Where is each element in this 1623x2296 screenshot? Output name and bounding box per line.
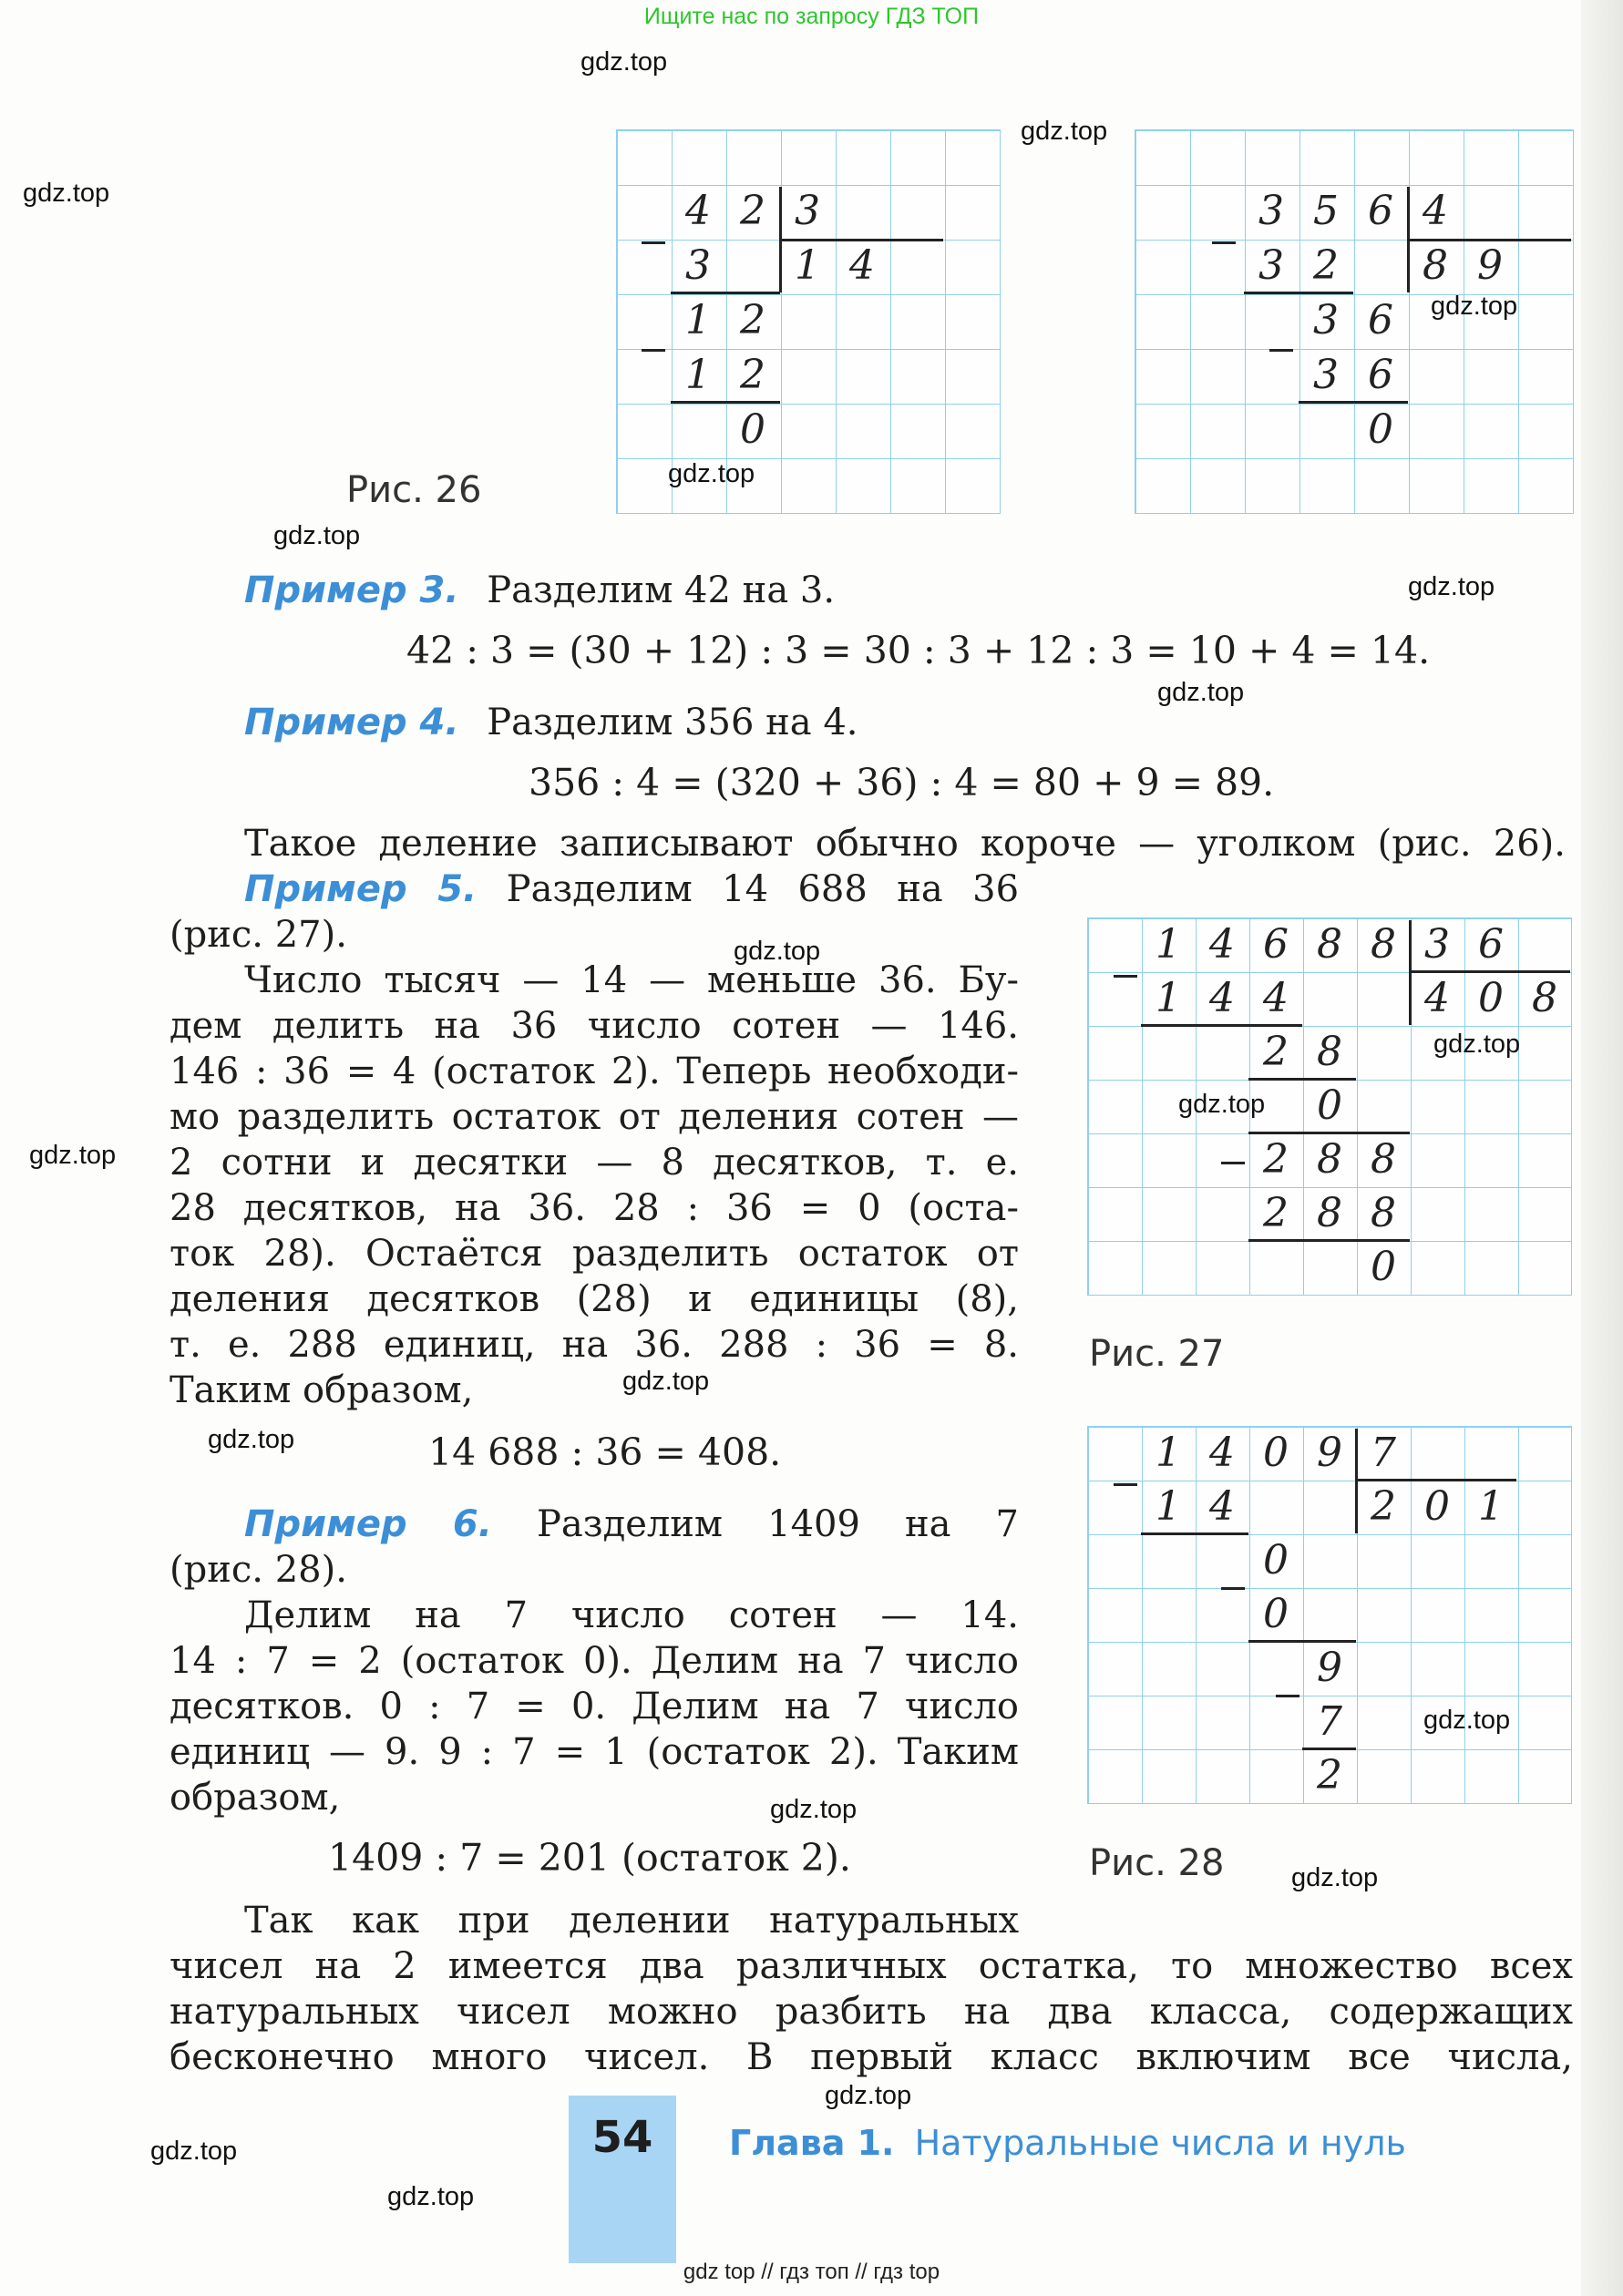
example-4-equation: 356 : 4 = (320 + 36) : 4 = 80 + 9 = 89. <box>529 761 1275 805</box>
watermark: gdz.top <box>734 937 821 966</box>
final-line: чисел на 2 имеется два различных остатка, то множество всех <box>169 1945 1573 1987</box>
digit: 2 <box>1263 1136 1289 1183</box>
example-6-text: Разделим 1409 на 7 <box>536 1503 1020 1545</box>
paragraph-corner-division: Такое деление записывают обычно короче — уголком (рис. 26). <box>244 823 1566 865</box>
minus-sign <box>1221 1162 1245 1164</box>
digit: 8 <box>1371 1190 1396 1236</box>
digit: 4 <box>1209 921 1235 968</box>
digit: 0 <box>1263 1537 1289 1584</box>
subtract-line <box>671 401 780 404</box>
watermark: gdz.top <box>668 459 755 488</box>
digit: 1 <box>1156 921 1181 968</box>
quotient-line <box>1409 970 1570 973</box>
watermark: gdz.top <box>622 1367 710 1396</box>
digit: 1 <box>1156 1430 1181 1476</box>
bottom-banner[interactable]: gdz top // гдз топ // гдз top <box>683 2260 940 2284</box>
minus-sign <box>642 349 665 352</box>
watermark: gdz.top <box>150 2137 238 2166</box>
digit: 4 <box>1209 1483 1235 1530</box>
digit: 4 <box>1424 975 1450 1021</box>
example-5-line: дем делить на 36 число сотен — 146. <box>169 1005 1019 1047</box>
digit: 2 <box>740 297 765 343</box>
example-4-text: Разделим 356 на 4. <box>487 702 858 743</box>
digit: 8 <box>1371 1136 1396 1183</box>
example-5-line: деления десятков (28) и единицы (8), <box>169 1278 1019 1320</box>
digit: 0 <box>1368 406 1393 453</box>
digit: 3 <box>1258 188 1284 234</box>
digit: 7 <box>1371 1430 1396 1476</box>
digit: 9 <box>1477 242 1503 289</box>
chapter-name: Натуральные числа и нуль <box>914 2123 1406 2163</box>
watermark: gdz.top <box>1157 678 1245 707</box>
digit: 4 <box>1209 975 1235 1021</box>
digit: 6 <box>1263 921 1289 968</box>
example-6-line: десятков. 0 : 7 = 0. Делим на 7 число <box>169 1686 1019 1727</box>
example-4-heading <box>244 702 858 743</box>
example-5-label: Пример 5. <box>244 868 478 910</box>
digit: 1 <box>1156 1483 1181 1530</box>
minus-sign <box>642 241 665 244</box>
minus-sign <box>1114 1483 1137 1486</box>
digit: 0 <box>1371 1244 1396 1290</box>
top-banner[interactable]: Ищите нас по запросу ГДЗ ТОП <box>643 4 980 29</box>
digit: 3 <box>1313 352 1339 398</box>
quotient-line <box>779 239 943 241</box>
figure-caption-27: Рис. 27 <box>1089 1333 1225 1375</box>
watermark: gdz.top <box>1021 117 1108 146</box>
digit: 0 <box>740 406 765 453</box>
example-5-equation: 14 688 : 36 = 408. <box>428 1430 782 1474</box>
digit: 6 <box>1478 921 1504 968</box>
watermark: gdz.top <box>23 179 110 208</box>
example-6-line: единиц — 9. 9 : 7 = 1 (остаток 2). Таким <box>169 1731 1019 1773</box>
subtract-line <box>1248 1078 1356 1081</box>
example-6-line: (рис. 28). <box>169 1549 347 1591</box>
digit: 2 <box>1263 1190 1289 1236</box>
example-5-line: (рис. 27). <box>169 914 347 956</box>
digit: 6 <box>1368 352 1393 398</box>
watermark: gdz.top <box>387 2182 475 2211</box>
example-5-line: Таким образом, <box>169 1369 474 1411</box>
watermark: gdz.top <box>580 47 668 77</box>
digit: 8 <box>1317 1136 1342 1183</box>
digit: 8 <box>1423 242 1448 289</box>
digit: 8 <box>1317 1190 1342 1236</box>
subtract-line <box>1302 1748 1356 1750</box>
watermark: gdz.top <box>1178 1090 1266 1119</box>
subtract-line <box>1244 292 1353 294</box>
quotient-line <box>1355 1479 1516 1481</box>
digit: 3 <box>1424 921 1450 968</box>
digit: 8 <box>1532 975 1557 1021</box>
digit: 3 <box>685 242 711 289</box>
digit: 9 <box>1317 1645 1342 1691</box>
example-6-equation: 1409 : 7 = 201 (остаток 2). <box>328 1836 851 1880</box>
example-5-line: 2 сотни и десятки — 8 десятков, т. е. <box>169 1142 1019 1184</box>
subtract-line <box>1248 1132 1410 1134</box>
digit: 4 <box>685 188 711 234</box>
digit: 7 <box>1317 1698 1342 1745</box>
watermark: gdz.top <box>1431 292 1518 321</box>
figure-caption-28: Рис. 28 <box>1089 1842 1225 1884</box>
chapter-label: Глава 1. <box>729 2123 895 2163</box>
example-6-line: Делим на 7 число сотен — 14. <box>244 1594 1019 1636</box>
final-line: натуральных чисел можно разбить на два класса, содержащих <box>169 1991 1573 2033</box>
digit: 1 <box>795 242 820 289</box>
example-6-label: Пример 6. <box>244 1503 492 1545</box>
minus-sign <box>1276 1695 1299 1697</box>
digit: 2 <box>1317 1752 1342 1799</box>
digit: 0 <box>1478 975 1504 1021</box>
example-3-text: Разделим 42 на 3. <box>487 569 836 611</box>
subtract-line <box>1248 1239 1410 1242</box>
example-6-heading <box>244 1503 1019 1545</box>
digit: 5 <box>1313 188 1339 234</box>
chapter-title <box>729 2123 1406 2163</box>
watermark: gdz.top <box>273 521 361 550</box>
digit: 8 <box>1317 1029 1342 1075</box>
subtract-line <box>1248 1640 1356 1643</box>
example-3-heading <box>244 569 835 611</box>
digit: 4 <box>849 242 875 289</box>
example-5-line: т. е. 288 единиц, на 36. 288 : 36 = 8. <box>169 1324 1019 1366</box>
digit: 0 <box>1263 1430 1289 1476</box>
page-edge-shadow <box>1581 0 1623 2296</box>
digit: 2 <box>740 352 765 398</box>
watermark: gdz.top <box>1423 1706 1511 1735</box>
example-3-equation: 42 : 3 = (30 + 12) : 3 = 30 : 3 + 12 : 3 = 10 + 4 = 14. <box>406 629 1431 672</box>
subtract-line <box>1141 1532 1248 1535</box>
minus-sign <box>1212 241 1236 244</box>
example-5-line: 146 : 36 = 4 (остаток 2). Теперь необходи- <box>169 1051 1019 1092</box>
digit: 1 <box>1156 975 1181 1021</box>
digit: 9 <box>1317 1430 1342 1476</box>
digit: 3 <box>1258 242 1284 289</box>
digit: 2 <box>1263 1029 1289 1075</box>
example-6-line: образом, <box>169 1777 341 1819</box>
page-number: 54 <box>591 2112 653 2163</box>
subtract-line <box>1299 401 1408 404</box>
quotient-line <box>1407 239 1571 241</box>
digit: 4 <box>1209 1430 1235 1476</box>
watermark: gdz.top <box>1433 1030 1521 1059</box>
watermark: gdz.top <box>825 2081 912 2110</box>
digit: 0 <box>1263 1591 1289 1637</box>
watermark: gdz.top <box>1291 1863 1379 1892</box>
example-5-line: 28 десятков, на 36. 28 : 36 = 0 (оста- <box>169 1187 1019 1229</box>
digit: 8 <box>1317 921 1342 968</box>
digit: 1 <box>685 352 711 398</box>
watermark: gdz.top <box>770 1795 858 1824</box>
example-3-label: Пример 3. <box>244 569 459 611</box>
digit: 2 <box>740 188 765 234</box>
watermark: gdz.top <box>208 1425 295 1454</box>
digit: 1 <box>1478 1483 1504 1530</box>
example-4-label: Пример 4. <box>244 702 459 743</box>
minus-sign <box>1114 975 1137 978</box>
example-6-line: 14 : 7 = 2 (остаток 0). Делим на 7 число <box>169 1640 1019 1682</box>
digit: 2 <box>1313 242 1339 289</box>
example-5-line: мо разделить остаток от деления сотен — <box>169 1096 1019 1138</box>
digit: 6 <box>1368 297 1393 343</box>
digit: 8 <box>1371 921 1396 968</box>
digit: 3 <box>795 188 820 234</box>
minus-sign <box>1269 349 1293 352</box>
final-line: бесконечно много чисел. В первый класс включим все числа, <box>169 2036 1573 2078</box>
example-5-text: Разделим 14 688 на 36 <box>506 868 1020 910</box>
subtract-line <box>1141 1024 1302 1027</box>
digit: 3 <box>1313 297 1339 343</box>
example-5-heading <box>244 868 1019 910</box>
example-5-line: ток 28). Остаётся разделить остаток от <box>169 1233 1019 1275</box>
digit: 4 <box>1263 975 1289 1021</box>
digit: 6 <box>1368 188 1393 234</box>
example-5-line: Число тысяч — 14 — меньше 36. Бу- <box>244 959 1019 1001</box>
digit: 1 <box>685 297 711 343</box>
digit: 2 <box>1371 1483 1396 1530</box>
watermark: gdz.top <box>29 1141 117 1170</box>
minus-sign <box>1221 1587 1245 1590</box>
digit: 4 <box>1423 188 1448 234</box>
subtract-line <box>671 292 780 294</box>
digit: 0 <box>1424 1483 1450 1530</box>
final-line: Так как при делении натуральных <box>244 1900 1019 1942</box>
watermark: gdz.top <box>1408 572 1495 601</box>
figure-caption-26: Рис. 26 <box>346 469 482 511</box>
digit: 0 <box>1317 1082 1342 1129</box>
